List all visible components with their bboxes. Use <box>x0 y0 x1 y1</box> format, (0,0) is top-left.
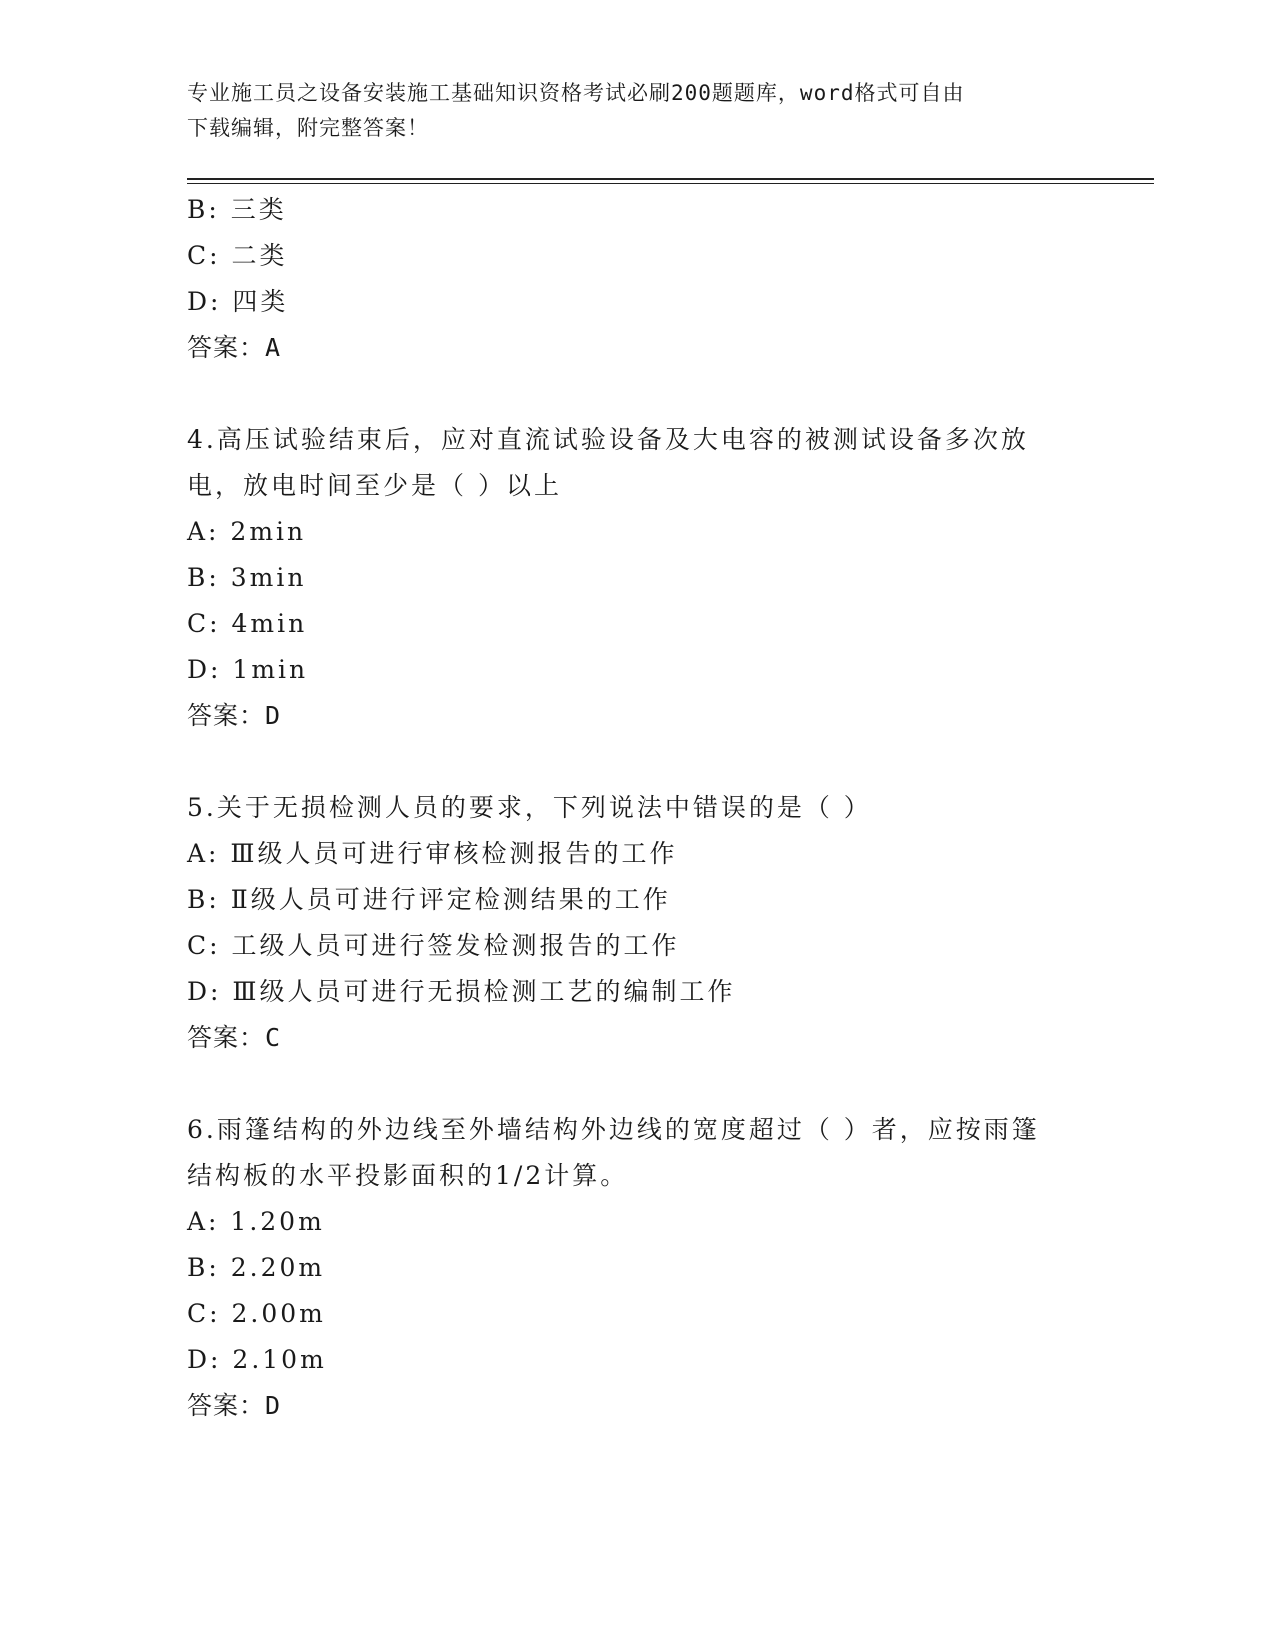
option-d: D: 1min <box>187 655 309 684</box>
header-divider-thin <box>187 183 1154 184</box>
answer-line: 答案：A <box>187 333 282 362</box>
option-c: C: 工级人员可进行签发检测报告的工作 <box>187 931 680 960</box>
question-4 <box>187 417 1087 739</box>
option-c: C: 2.00m <box>187 1299 326 1328</box>
option-d: D: Ⅲ级人员可进行无损检测工艺的编制工作 <box>187 977 736 1006</box>
option-c: C: 4min <box>187 609 308 638</box>
question-spacer <box>187 371 1087 417</box>
question-6 <box>187 1107 1087 1429</box>
option-b: B: 3min <box>187 563 307 592</box>
option-a: A: 2min <box>187 517 307 546</box>
answer-line: 答案：C <box>187 1023 282 1052</box>
answer-line: 答案：D <box>187 701 282 730</box>
header-line-2: 下载编辑，附完整答案！ <box>187 116 429 140</box>
header-line-1: 专业施工员之设备安装施工基础知识资格考试必刷200题题库，word格式可自由 <box>187 81 965 105</box>
option-b: B: 三类 <box>187 195 287 224</box>
option-a: A: Ⅲ级人员可进行审核检测报告的工作 <box>187 839 678 868</box>
option-d: D: 四类 <box>187 287 289 316</box>
question-3-tail <box>187 187 1087 371</box>
document-header <box>187 76 1087 146</box>
question-stem-line: 6.雨篷结构的外边线至外墙结构外边线的宽度超过（ ）者，应按雨篷 <box>187 1115 1040 1144</box>
question-spacer <box>187 739 1087 785</box>
question-stem-line: 电，放电时间至少是（ ）以上 <box>187 471 562 500</box>
header-divider-thick <box>187 178 1154 180</box>
question-list <box>187 187 1087 1429</box>
option-b: B: Ⅱ级人员可进行评定检测结果的工作 <box>187 885 671 914</box>
question-5 <box>187 785 1087 1061</box>
option-a: A: 1.20m <box>187 1207 325 1236</box>
question-spacer <box>187 1061 1087 1107</box>
option-b: B: 2.20m <box>187 1253 326 1282</box>
option-c: C: 二类 <box>187 241 288 270</box>
question-stem-line: 结构板的水平投影面积的1/2计算。 <box>187 1161 629 1190</box>
answer-line: 答案：D <box>187 1391 282 1420</box>
option-d: D: 2.10m <box>187 1345 327 1374</box>
question-stem-line: 5.关于无损检测人员的要求，下列说法中错误的是（ ） <box>187 793 872 822</box>
question-stem-line: 4.高压试验结束后，应对直流试验设备及大电容的被测试设备多次放 <box>187 425 1029 454</box>
